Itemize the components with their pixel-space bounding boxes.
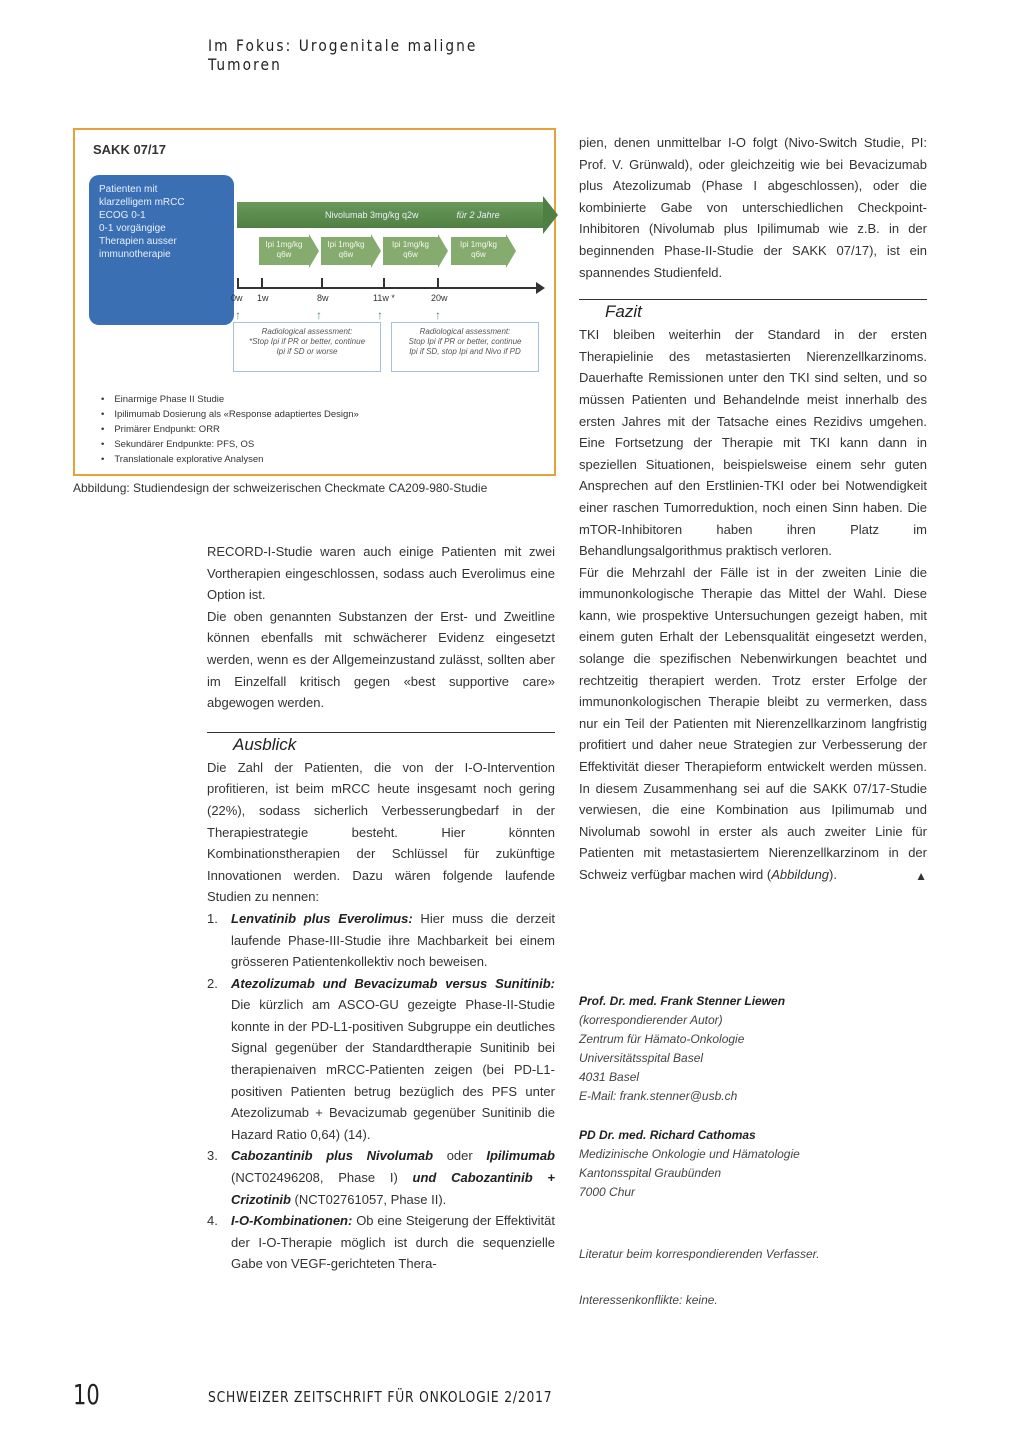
timeline-arrowhead xyxy=(536,282,545,294)
author-line: 7000 Chur xyxy=(579,1185,636,1199)
ipi-arrowhead xyxy=(371,234,381,268)
assessment-line: *Stop Ipi if PR or better, continue xyxy=(248,337,366,346)
timeline-tick xyxy=(237,278,239,288)
patients-line: ECOG 0-1 xyxy=(99,210,146,221)
patients-line: immunotherapie xyxy=(99,249,171,260)
patients-box xyxy=(89,175,234,325)
patients-line: Therapien ausser xyxy=(99,236,177,247)
paragraph: TKI bleiben weiterhin der Standard in der ersten Therapielinie des metastasierten Nierenzellkarzinoms. Dauerhafte Remissionen unter den TKI sind selten, und so müssen Patienten und Behandelnde meist innerhalb des ersten Jahres mit der Tatsache eines Rezidivs umgehen. Eine Fortsetzung der Therapie mit TKI kann dann in speziellen Situationen, beispielsweise einem sehr guten Ansprechen auf den Erstlinien-TKI oder bei Notwendigkeit einer raschen Tumorreduktion, noch einen Sinn haben. Die mTOR-Inhibitoren haben ihren Platz im Behandlungsalgorithmus praktisch verloren. xyxy=(579,327,927,559)
ipi-dose: Ipi 1mg/kg xyxy=(265,240,303,249)
ipi-block xyxy=(259,237,309,265)
patients-line: 0-1 vorgängige xyxy=(99,223,166,234)
bullet-item: • Sekundärer Endpunkte: PFS, OS xyxy=(101,437,359,452)
list-text: Die kürzlich am ASCO-GU gezeigte Phase-II-Studie konnte in der PD-L1-positiven Subgruppe ein deutliches Signal gegenüber der Standardtherapie Sunitinib bei therapienaiven mRCC-Patienten zeigen (bei PD-L1-positiven Patienten betrug bezüglich des PFS unter Atezolizumab + Bevacizumab gegenüber Sunitinib die Hazard Ratio 0,64) (14). xyxy=(231,997,555,1142)
paragraph: Die Zahl der Patienten, die von der I-O-Intervention profitieren, ist beim mRCC heute insgesamt noch gering (22%), sodass sicherlich Verbesserungbedarf in der Therapiestrategie besteht. Hier könnten Kombinationstherapien der Schlüssel für zukünftige Innovationen werden. Dazu wären folgende laufende Studien zu nennen: xyxy=(207,759,555,905)
assessment-box-right xyxy=(391,322,539,372)
list-number: 4. xyxy=(207,1213,218,1229)
author-email[interactable]: E-Mail: frank.stenner@usb.ch xyxy=(579,1089,738,1103)
page-number: 10 xyxy=(73,1378,100,1411)
bullet-item: • Primärer Endpunkt: ORR xyxy=(101,422,359,437)
bullet-item: • Ipilimumab Dosierung als «Response adaptiertes Design» xyxy=(101,407,359,422)
author-name: Prof. Dr. med. Frank Stenner Liewen xyxy=(579,994,786,1008)
assessment-line: Ipi if SD or worse xyxy=(276,347,338,356)
list-text: oder xyxy=(433,1148,487,1164)
ipi-block xyxy=(383,237,438,265)
list-heading: Atezolizumab und Bevacizumab versus Sunitinib: xyxy=(231,975,555,991)
ipi-interval: q6w xyxy=(338,250,354,259)
patients-line: klarzelligem mRCC xyxy=(99,197,185,208)
paragraph xyxy=(579,562,927,886)
ipi-interval: q6w xyxy=(276,250,292,259)
study-design-figure xyxy=(73,128,556,476)
ipi-dose: Ipi 1mg/kg xyxy=(327,240,365,249)
figure-title: SAKK 07/17 xyxy=(93,142,166,157)
list-heading: Cabozantinib plus Nivolumab xyxy=(231,1148,434,1164)
ipi-arrowhead xyxy=(438,234,448,268)
ipi-dose: Ipi 1mg/kg xyxy=(460,240,497,249)
list-heading: Ipilimumab xyxy=(486,1148,555,1164)
assessment-line: Stop Ipi if PR or better, continue xyxy=(408,337,522,346)
list-number: 2. xyxy=(207,975,218,991)
ipi-block xyxy=(321,237,371,265)
ipi-block xyxy=(451,237,506,265)
list-item xyxy=(207,1210,555,1275)
author-line: Kantonsspital Graubünden xyxy=(579,1166,722,1180)
list-item xyxy=(207,908,555,973)
ipi-dose: Ipi 1mg/kg xyxy=(392,240,429,249)
ipi-interval: q6w xyxy=(403,250,418,259)
journal-title: SCHWEIZER ZEITSCHRIFT FÜR ONKOLOGIE 2/2017 xyxy=(208,1388,553,1406)
author-block xyxy=(579,1126,927,1202)
timepoint-label: 0w xyxy=(231,293,243,303)
author-line: (korrespondierender Autor) xyxy=(579,1013,723,1027)
left-column xyxy=(207,541,555,1275)
author-line: Medizinische Onkologie und Hämatologie xyxy=(579,1147,800,1161)
list-item xyxy=(207,973,555,1146)
list-number: 1. xyxy=(207,910,218,926)
paragraph-text: ). xyxy=(829,867,837,882)
figure-caption: Abbildung: Studiendesign der schweizerischen Checkmate CA209-980-Studie xyxy=(73,481,488,495)
author-block xyxy=(579,992,927,1106)
figure-reference: Abbildung xyxy=(771,867,830,882)
assessment-arrow-icon: ↑ xyxy=(435,308,441,322)
list-heading: I-O-Kombinationen: xyxy=(231,1213,353,1229)
list-text: (NCT02761057, Phase II). xyxy=(290,1191,447,1207)
author-name: PD Dr. med. Richard Cathomas xyxy=(579,1128,756,1142)
nivolumab-arrowhead xyxy=(543,196,558,234)
assessment-box-left xyxy=(233,322,381,372)
author-line: Zentrum für Hämato-Onkologie xyxy=(579,1032,745,1046)
assessment-arrow-icon: ↑ xyxy=(316,308,322,322)
bullet-item: • Einarmige Phase II Studie xyxy=(101,392,359,407)
nivolumab-bar xyxy=(237,202,543,228)
timeline-tick xyxy=(261,278,263,288)
list-text: Hier muss die derzeit laufende Phase-III-Studie ihre Machbarkeit bei einem grösseren Patientenkollektiv noch beweisen. xyxy=(231,910,555,970)
timepoint-label: 20w xyxy=(431,293,448,303)
author-line: 4031 Basel xyxy=(579,1070,640,1084)
assessment-arrow-icon: ↑ xyxy=(235,308,241,322)
paragraph: RECORD-I-Studie waren auch einige Patienten mit zwei Vortherapien eingeschlossen, sodass auch Everolimus eine Option ist. xyxy=(207,544,555,603)
timeline-tick xyxy=(321,278,323,288)
ipi-arrowhead xyxy=(309,234,319,268)
timepoint-label: 8w xyxy=(317,293,329,303)
list-number: 3. xyxy=(207,1148,218,1164)
timeline-tick xyxy=(437,278,439,288)
paragraph-text: Für die Mehrzahl der Fälle ist in der zweiten Linie die immunonkologische Therapie das Mittel der Wahl. Diese kann, wie prospektive Untersuchungen gezeigt haben, mit einem guten Erhalt der Lebensqualität eingesetzt werden, solange die spezifischen Nebenwirkungen beachtet und rechtzeitig therapiert werden. Trotz erster Erfolge der immunonkologischen Therapie bleibt zu vermerken, dass nur ein Teil der Patienten mit Nierenzellkarzinom langfristig profitiert und daher neue Strategien zur Verbesserung der Effektivität dieser Therapieform entwickelt werden müssen. In diesem Zusammenhang sei auf die SAKK 07/17-Studie verwiesen, die eine Kombination aus Ipilimumab und Nivolumab sowohl in erster als auch zweiter Linie für Patienten mit metastasiertem Nierenzellkarzinom in der Schweiz verfügbar machen wird ( xyxy=(579,564,927,882)
author-line: Universitätsspital Basel xyxy=(579,1051,704,1065)
section-title-fazit: Fazit xyxy=(605,302,642,322)
end-of-article-icon: ▲ xyxy=(915,869,927,883)
bullet-item: • Translationale explorative Analysen xyxy=(101,452,359,467)
timepoint-label: 11w * xyxy=(373,293,395,303)
paragraph: pien, denen unmittelbar I-O folgt (Nivo-Switch Studie, PI: Prof. V. Grünwald), oder gleichzeitig wie bei Bevacizumab plus Atezolizumab (Phase I abgeschlossen), oder die kombinierte Gabe von unterschiedlichen Checkpoint-Inhibitoren (Nivolumab plus Ipilimumab wie z.B. in der beginnenden Phase-II-Studie der SAKK 07/17), ist ein spannendes Studienfeld. xyxy=(579,135,927,280)
timeline-tick xyxy=(383,278,385,288)
timeline-axis xyxy=(237,287,537,289)
section-title-ausblick: Ausblick xyxy=(233,734,297,754)
assessment-line: Radiological assessment: xyxy=(261,327,353,336)
timepoint-label: 1w xyxy=(257,293,269,303)
assessment-line: Ipi if SD, stop Ipi and Nivo if PD xyxy=(409,347,521,356)
patients-line: Patienten mit xyxy=(99,184,158,195)
literature-note: Literatur beim korrespondierenden Verfasser. xyxy=(579,1247,820,1261)
ipi-arrowhead xyxy=(506,234,516,268)
paragraph: Die oben genannten Substanzen der Erst- und Zweitline können ebenfalls mit schwächerer Evidenz eingesetzt werden, wenn es der Allgemeinzustand zulässt, sollten aber im Einzelfall kritisch gegen «best supportive care» abgewogen werden. xyxy=(207,608,555,711)
nivolumab-duration: für 2 Jahre xyxy=(456,210,500,220)
right-column xyxy=(579,132,927,888)
list-text: (NCT02496208, Phase I) xyxy=(231,1170,413,1186)
list-text: Ob eine Steigerung der Effektivität der I-O-Therapie möglich ist durch die sequenzielle Gabe von VEGF-gerichteten Thera- xyxy=(231,1213,555,1272)
assessment-line: Radiological assessment: xyxy=(419,327,511,336)
author-info xyxy=(579,992,927,1222)
list-heading: und Cabozantinib + Crizotinib xyxy=(231,1170,556,1207)
list-heading: Lenvatinib plus Everolimus: xyxy=(231,910,413,926)
nivolumab-label: Nivolumab 3mg/kg q2w xyxy=(325,210,419,220)
running-header: Im Fokus: Urogenitale maligne Tumoren xyxy=(208,36,478,74)
list-item xyxy=(207,1145,555,1210)
ipi-interval: q6w xyxy=(471,250,486,259)
assessment-arrow-icon: ↑ xyxy=(377,308,383,322)
figure-bullet-list xyxy=(101,392,359,467)
conflicts-note: Interessenkonflikte: keine. xyxy=(579,1293,718,1307)
